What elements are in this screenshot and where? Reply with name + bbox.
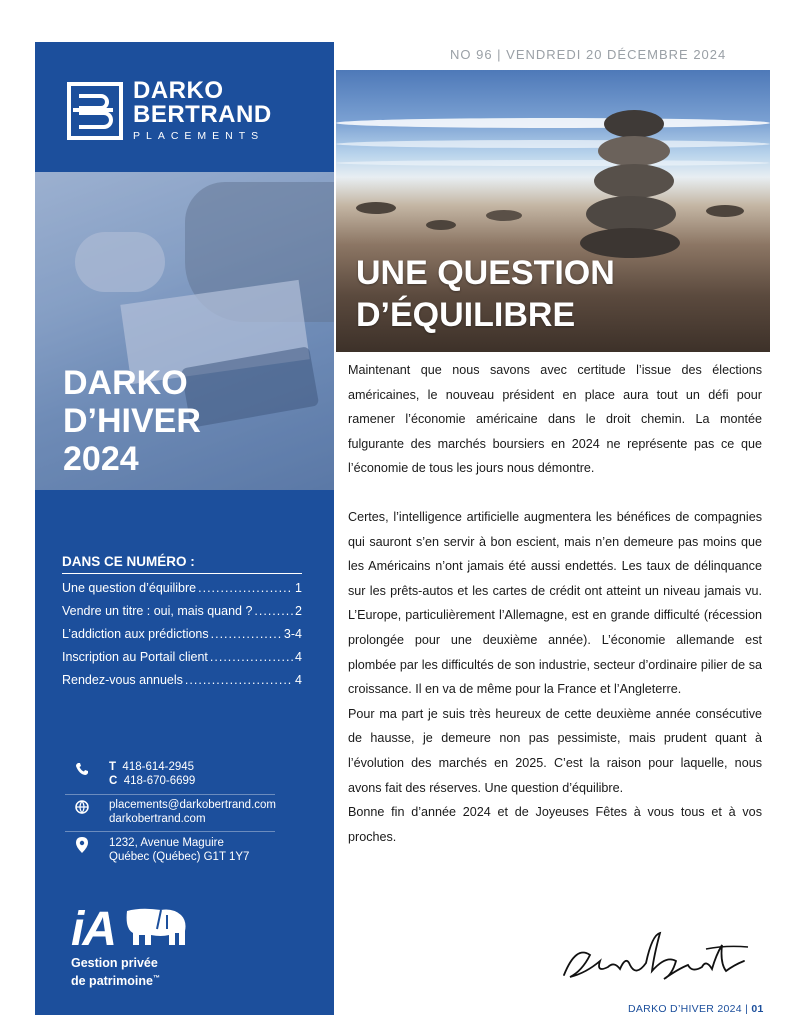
issue-title-line2: D’HIVER: [63, 402, 201, 440]
toc-item[interactable]: [62, 650, 302, 673]
toc-item-title: Vendre un titre : oui, mais quand ?: [62, 604, 253, 618]
toc-item-title: Rendez-vous annuels: [62, 673, 183, 687]
toc-item-title: L’addiction aux prédictions: [62, 627, 209, 641]
issue-title-line1: DARKO: [63, 364, 188, 402]
website-link[interactable]: darkobertrand.com: [109, 813, 206, 825]
address-line2: Québec (Québec) G1T 1Y7: [109, 851, 250, 863]
brand-name-line1: DARKO: [133, 77, 224, 104]
ia-logo-text: iA: [71, 903, 115, 956]
article-body: [348, 358, 762, 849]
email-link[interactable]: placements@darkobertrand.com: [109, 799, 277, 811]
toc-item-page: 2: [295, 604, 302, 618]
toc-item[interactable]: [62, 604, 302, 627]
article-paragraph: Bonne fin d’année 2024 et de Joyeuses Fêtes à vous tous et à vos proches.: [348, 805, 762, 844]
globe-icon: [71, 798, 93, 816]
brand-logo: [67, 79, 272, 142]
issue-header: NO 96 | VENDREDI 20 DÉCEMBRE 2024: [450, 47, 727, 62]
page-footer: [628, 1003, 764, 1015]
toc-item-title: Une question d’équilibre: [62, 581, 197, 595]
article-title-line2: D’ÉQUILIBRE: [356, 296, 576, 334]
article-title: [356, 252, 615, 336]
toc-item-page: 4: [295, 673, 302, 687]
footer-label: DARKO D’HIVER 2024: [628, 1003, 742, 1015]
toc-item[interactable]: [62, 627, 302, 650]
address-line1: 1232, Avenue Maguire: [109, 837, 224, 849]
table-of-contents: [62, 581, 302, 696]
sidebar: [35, 42, 334, 1015]
contact-phones: [71, 760, 195, 788]
page-number: 01: [751, 1003, 764, 1015]
phone-cell[interactable]: C 418-670-6699: [109, 775, 196, 787]
issue-title: [63, 364, 201, 478]
toc-item-title: Inscription au Portail client: [62, 650, 208, 664]
ia-partner-logo: [71, 903, 191, 989]
article-paragraph: Maintenant que nous savons avec certitude l’issue des élections américaines, le nouveau président en place aura tout un défi pour ramener l’économie américaine dans le droit chemin. La montée fulgurante des marchés boursiers en 2024 ne représente pas ce que l’économie de tous les jours nous démontre.: [348, 363, 762, 476]
phone-office[interactable]: T 418-614-2945: [109, 761, 195, 773]
ia-subtitle-line1: Gestion privée: [71, 956, 158, 970]
contact-web: [71, 798, 276, 826]
issue-title-line3: 2024: [63, 440, 139, 478]
toc-item-page: 1: [295, 581, 302, 595]
toc-item-page: 4: [295, 650, 302, 664]
footer-separator: |: [745, 1003, 749, 1015]
article-title-line1: UNE QUESTION: [356, 254, 615, 292]
toc-heading: DANS CE NUMÉRO :: [62, 554, 302, 574]
article-paragraph: Certes, l’intelligence artificielle augmentera les bénéfices de compagnies qui sauront s’en servir à bon escient, mais n’en demeure pas moins que les Américains n’ont jamais été aussi endettés. Les taux de délinquance sur les prêts-autos et les cartes de crédit ont atteint un niveau jamais vu. L’Europe, particulièrement l’Allemagne, est en grande difficulté (récession prolongée pour une deuxième année). L’économie allemande est plombée par les difficultés de son industrie, secteur d’ordinaire pilier de sa croissance. Il en va de même pour la France et l’Angleterre.: [348, 509, 762, 697]
hero-image-beach-stones: [336, 70, 770, 352]
article-paragraph: Pour ma part je suis très heureux de cette deuxième année consécutive de hausse, je demeure non pas pessimiste, mais prudent quant à l’évolution des marchés en 2025. C’est la raison pour laquelle, nous avons fait des réserves. Une question d’équilibre.: [348, 706, 762, 795]
phone-icon: [71, 760, 93, 778]
ia-subtitle-line2: de patrimoine™: [71, 974, 160, 989]
signature-image: [556, 925, 756, 1000]
contact-address: [71, 836, 249, 864]
toc-item-page: 3-4: [283, 627, 302, 641]
contact-divider: [65, 794, 275, 795]
brand-logo-text: [133, 79, 272, 142]
brand-tagline: PLACEMENTS: [133, 130, 265, 142]
elephant-icon: [121, 907, 191, 952]
brand-logo-mark-icon: [67, 82, 123, 140]
toc-item[interactable]: [62, 673, 302, 696]
location-pin-icon: [71, 836, 93, 854]
toc-item[interactable]: [62, 581, 302, 604]
contact-divider: [65, 831, 275, 832]
brand-name-line2: BERTRAND: [133, 101, 272, 128]
